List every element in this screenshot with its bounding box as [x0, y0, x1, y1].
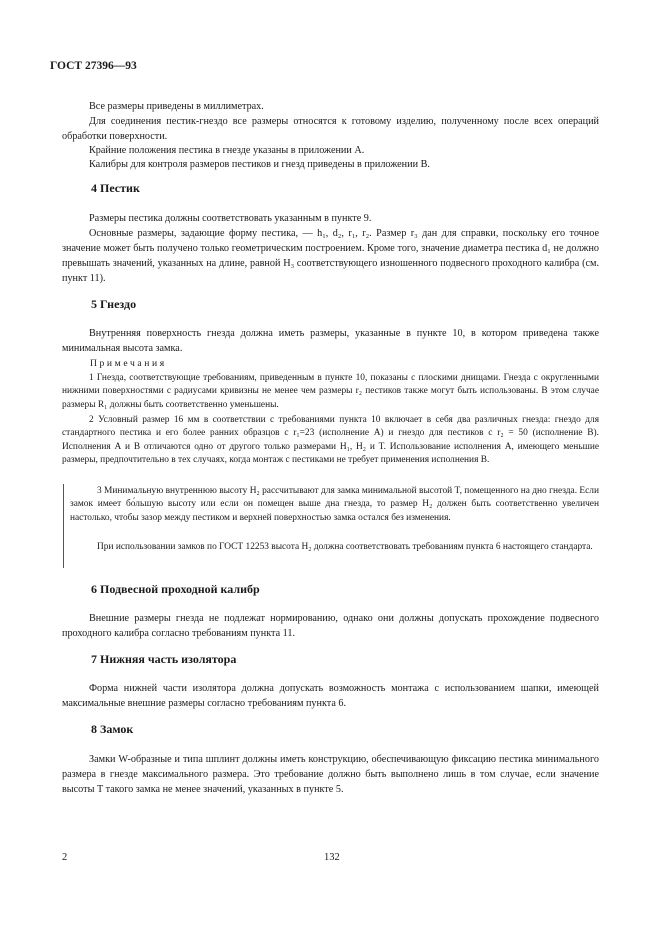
section-title: 6 Подвесной проходной калибр — [91, 582, 260, 596]
section-title: 5 Гнездо — [91, 297, 137, 311]
note-item: 1 Гнезда, соответствующие требованиям, приведенным в пункте 10, показаны с плоскими днищами. Гнезда с округленными нижними поверхностями с радиусами кривизны не менее чем размеры r₂ пестиков также могут быть использованы. В этом случае размеры R₁ должны быть соответственно уменьшены. — [62, 373, 599, 410]
section-title: 8 Замок — [91, 722, 134, 736]
section-paragraph: Основные размеры, задающие форму пестика, — h₁, d₂, r₁, r₂. Размер r₃ дан для справки, поскольку его точное значение может быть получено только геометрическим построением. Кроме того, значение диаметра пестика d₁ не должно превышать значений, указанных на длине, равной H₃ соответствующего изношенного подвесного проходного калибра (см. пункт 11). — [62, 228, 599, 284]
section-paragraph: Внутренняя поверхность гнезда должна иметь размеры, указанные в пункте 10, в котором приведена также минимальная высота замка. — [62, 328, 599, 354]
section-paragraph: Форма нижней части изолятора должна допускать возможность монтажа с использованием шапки, имеющей максимальные внешние размеры согласно требованиям пункта 6. — [62, 683, 599, 709]
document-header: ГОСТ 27396—93 — [50, 60, 137, 72]
note-item: 2 Условный размер 16 мм в соответствии с требованиями пункта 10 включает в себя два различных гнезда: гнездо для стандартного пестика и его более ранних образцов с r₁=23 (исполнение А) и гнездо для пестиков с r₂ = 50 (исполнение В). Исполнения А и В отличаются одно от другого только размерами H₁, H₂ и T. Использование исполнения А, имеющего меньшие размеры, предпочтительно в тех случаях, когда монтаж с пестиками не требует применения исполнения В. — [62, 415, 599, 466]
section-title: 4 Пестик — [91, 181, 140, 195]
intro-paragraph: Все размеры приведены в миллиметрах. — [89, 101, 264, 112]
note-item: 3 Минимальную внутреннюю высоту H₂ рассчитывают для замка минимальной высотой T, помещенного на дно гнезда. Если замок имеет бо́льшую высоту или если он помещен выше дна гнезда, то размер H₂ должен быть соответственно увеличен настолько, чтобы зазор между пестиком и верхней поверхностью замка остался без изменения. — [70, 486, 599, 523]
section-paragraph: Размеры пестика должны соответствовать указанным в пункте 9. — [89, 213, 372, 224]
section-paragraph: Замки W-образные и типа шплинт должны иметь конструкцию, обеспечивающую фиксацию пестика минимального размера в гнезде максимального размера. Это требование должно быть выполнено лишь в том случае, если значение высоты T такого замка не менее значений, указанных в пункте 5. — [62, 754, 599, 795]
intro-paragraph: Для соединения пестик-гнездо все размеры относятся к готовому изделию, полученному после всех операций обработки поверхности. — [62, 116, 599, 142]
sheet-number: 132 — [324, 852, 340, 863]
note-item: При использовании замков по ГОСТ 12253 высота H₂ должна соответствовать требованиям пункта 6 настоящего стандарта. — [97, 542, 593, 552]
section-title: 7 Нижняя часть изолятора — [91, 652, 237, 666]
section-paragraph: Внешние размеры гнезда не подлежат нормированию, однако они должны допускать прохождение подвесного проходного калибра согласно требованиям пункта 11. — [62, 613, 599, 639]
page-number: 2 — [62, 852, 68, 863]
change-margin-bar — [63, 484, 64, 568]
notes-title: Примечания — [90, 358, 167, 369]
intro-paragraph: Калибры для контроля размеров пестиков и гнезд приведены в приложении В. — [89, 159, 430, 170]
intro-paragraph: Крайние положения пестика в гнезде указаны в приложении А. — [89, 145, 365, 156]
